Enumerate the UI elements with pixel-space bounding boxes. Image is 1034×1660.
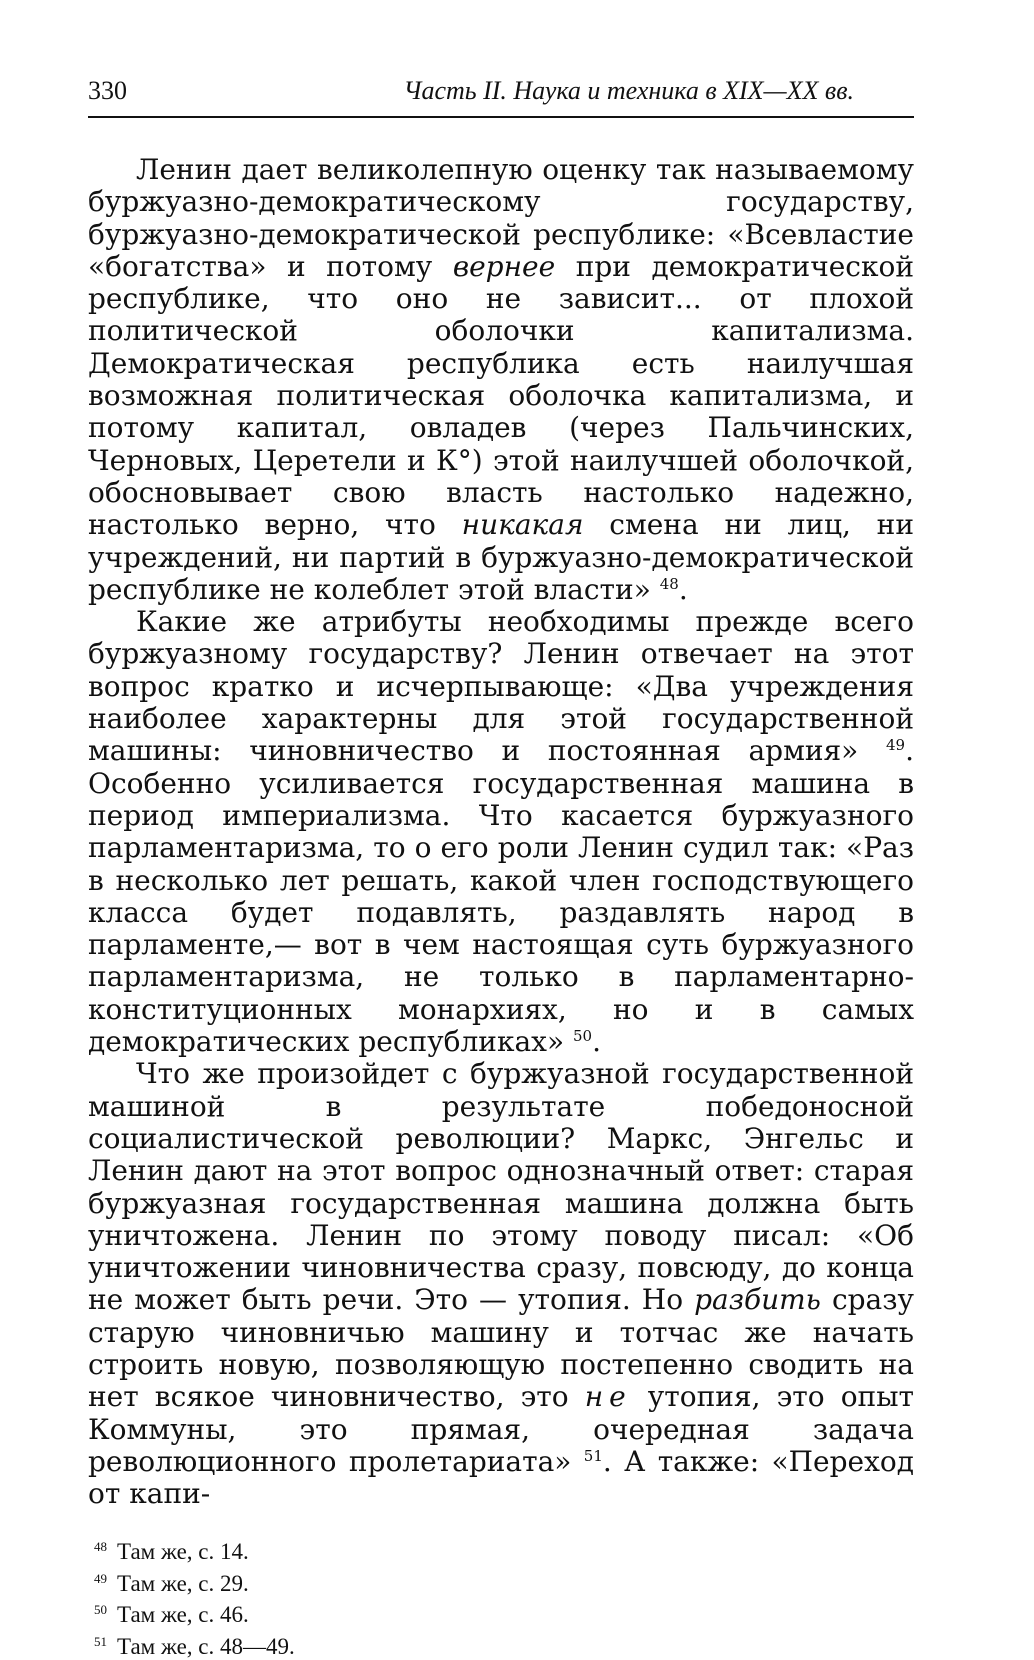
text-segment: . Особенно усиливается государственная машина в период империализма. Что касается буржуазного парламентаризма, то о его роли Ленин судил так: «Раз в несколько лет решать, какой член господствующего класса будет подавлять, раздавлять народ в парламенте,— вот в чем настоящая суть буржуазного парламентаризма, не только в парламентарно-конституционных монархиях, но и в самых демократических республиках» xyxy=(88,734,914,1059)
footnote-text: Там же, с. 14. xyxy=(117,1539,249,1565)
spaced-emphasis-text: не xyxy=(584,1380,632,1414)
footnote-ref: 48 xyxy=(659,574,679,593)
page-number: 330 xyxy=(88,76,127,105)
paragraph xyxy=(88,606,914,1058)
text-segment: при демократической республике, что оно не зависит... от плохой политической оболочки капитализма. Демократическая республика есть наилучшая возможная политическая оболочка капитализма, и потому капитал, овладев (через Пальчинских, Черновых, Церетели и К°) этой наилучшей оболочкой, обосновывает свою власть настолько надежно, настолько верно, что xyxy=(88,249,914,542)
text-segment: . xyxy=(592,1025,601,1059)
text-segment: . xyxy=(678,572,688,606)
text-segment: Что же произойдет с буржуазной государственной машиной в результате победоносной социалистической революции? Маркс, Энгельс и Ленин дают на этот вопрос однозначный ответ: старая буржуазная государственная машина должна быть уничтожена. Ленин по этому поводу писал: «Об уничтожении чиновничества сразу, повсюду, до конца не может быть речи. Это — утопия. Но xyxy=(88,1057,914,1317)
text-segment: сразу старую чиновничью машину и тотчас же начать строить новую, позволяющую постепенно сводить на нет всякое чиновничество, это xyxy=(88,1283,914,1414)
footnote-ref: 49 xyxy=(886,736,906,755)
footnote xyxy=(88,1566,914,1598)
paragraph xyxy=(88,154,914,606)
footnote-text: Там же, с. 46. xyxy=(117,1602,249,1628)
footnote xyxy=(88,1534,914,1566)
emphasis-text: никакая xyxy=(461,508,584,542)
paragraph xyxy=(88,1058,914,1510)
footnote xyxy=(88,1629,914,1660)
text-segment: . А также: «Переход от капи- xyxy=(88,1444,914,1511)
footnote-text: Там же, с. 48—49. xyxy=(117,1633,295,1659)
text-segment: Ленин дает великолепную оценку так называемому буржуазно-демократическому государству, буржуазно-демократической республике: «Всевластие «богатства» и потому xyxy=(88,153,914,283)
footnote-ref: 51 xyxy=(583,1446,603,1465)
footnote-ref: 50 xyxy=(572,1027,593,1046)
footnote-number: 51 xyxy=(94,1633,107,1649)
footnote-number: 49 xyxy=(94,1570,107,1586)
text-segment: Какие же атрибуты необходимы прежде всего буржуазному государству? Ленин отвечает на этот вопрос кратко и исчерпывающе: «Два учреждения наиболее характерны для этой государственной машины: чиновничество и постоянная армия» xyxy=(88,605,914,768)
footnote-number: 50 xyxy=(94,1602,107,1618)
text-segment: смена ни лиц, ни учреждений, ни партий в буржуазно-демократической республике не колеблет этой власти» xyxy=(88,508,915,606)
body-text xyxy=(88,154,914,1510)
footnote-number: 48 xyxy=(94,1539,107,1555)
footnotes xyxy=(88,1534,914,1660)
emphasis-text: разбить xyxy=(694,1283,821,1317)
footnote-text: Там же, с. 29. xyxy=(117,1570,249,1596)
running-head xyxy=(88,76,914,118)
footnote xyxy=(88,1597,914,1629)
text-segment: утопия, это опыт Коммуны, это прямая, очередная задача революционного пролетариата» xyxy=(88,1380,914,1478)
running-title: Часть II. Наука и техника в XIX—XX вв. xyxy=(403,76,854,105)
emphasis-text: вернее xyxy=(452,249,556,283)
